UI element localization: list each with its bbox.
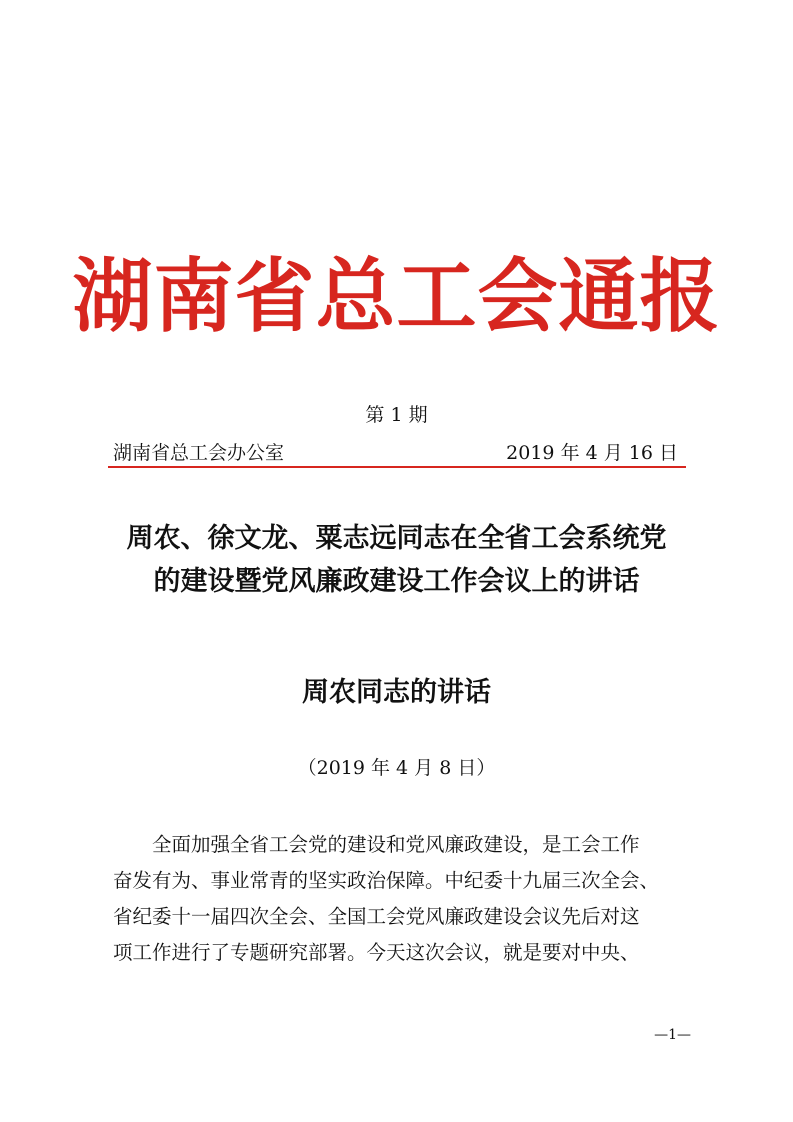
page-number: —1—: [654, 1027, 691, 1043]
masthead-title: 湖南省总工会通报: [72, 249, 721, 343]
speech-subtitle: 周农同志的讲话: [302, 677, 491, 708]
body-line: 奋发有为、事业常青的坚实政治保障。中纪委十九届三次全会、: [113, 869, 660, 892]
body-paragraph: [113, 827, 685, 971]
red-divider-rule: [108, 466, 686, 468]
body-line: 省纪委十一届四次全会、全国工会党风廉政建设会议先后对这: [113, 905, 640, 928]
speech-date: （2019 年 4 月 8 日）: [297, 757, 496, 779]
body-line: 项工作进行了专题研究部署。今天这次会议，就是要对中央、: [113, 941, 640, 964]
document-title: [60, 517, 733, 603]
document-title-line: 周农、徐文龙、粟志远同志在全省工会系统党: [126, 523, 667, 554]
document-title-line: 的建设暨党风廉政建设工作会议上的讲话: [153, 566, 640, 597]
issue-date: 2019 年 4 月 16 日: [506, 442, 678, 464]
issuer-name: 湖南省总工会办公室: [113, 442, 285, 464]
issue-number: 第 1 期: [365, 404, 428, 426]
body-line: 全面加强全省工会党的建设和党风廉政建设，是工会工作: [152, 833, 640, 856]
